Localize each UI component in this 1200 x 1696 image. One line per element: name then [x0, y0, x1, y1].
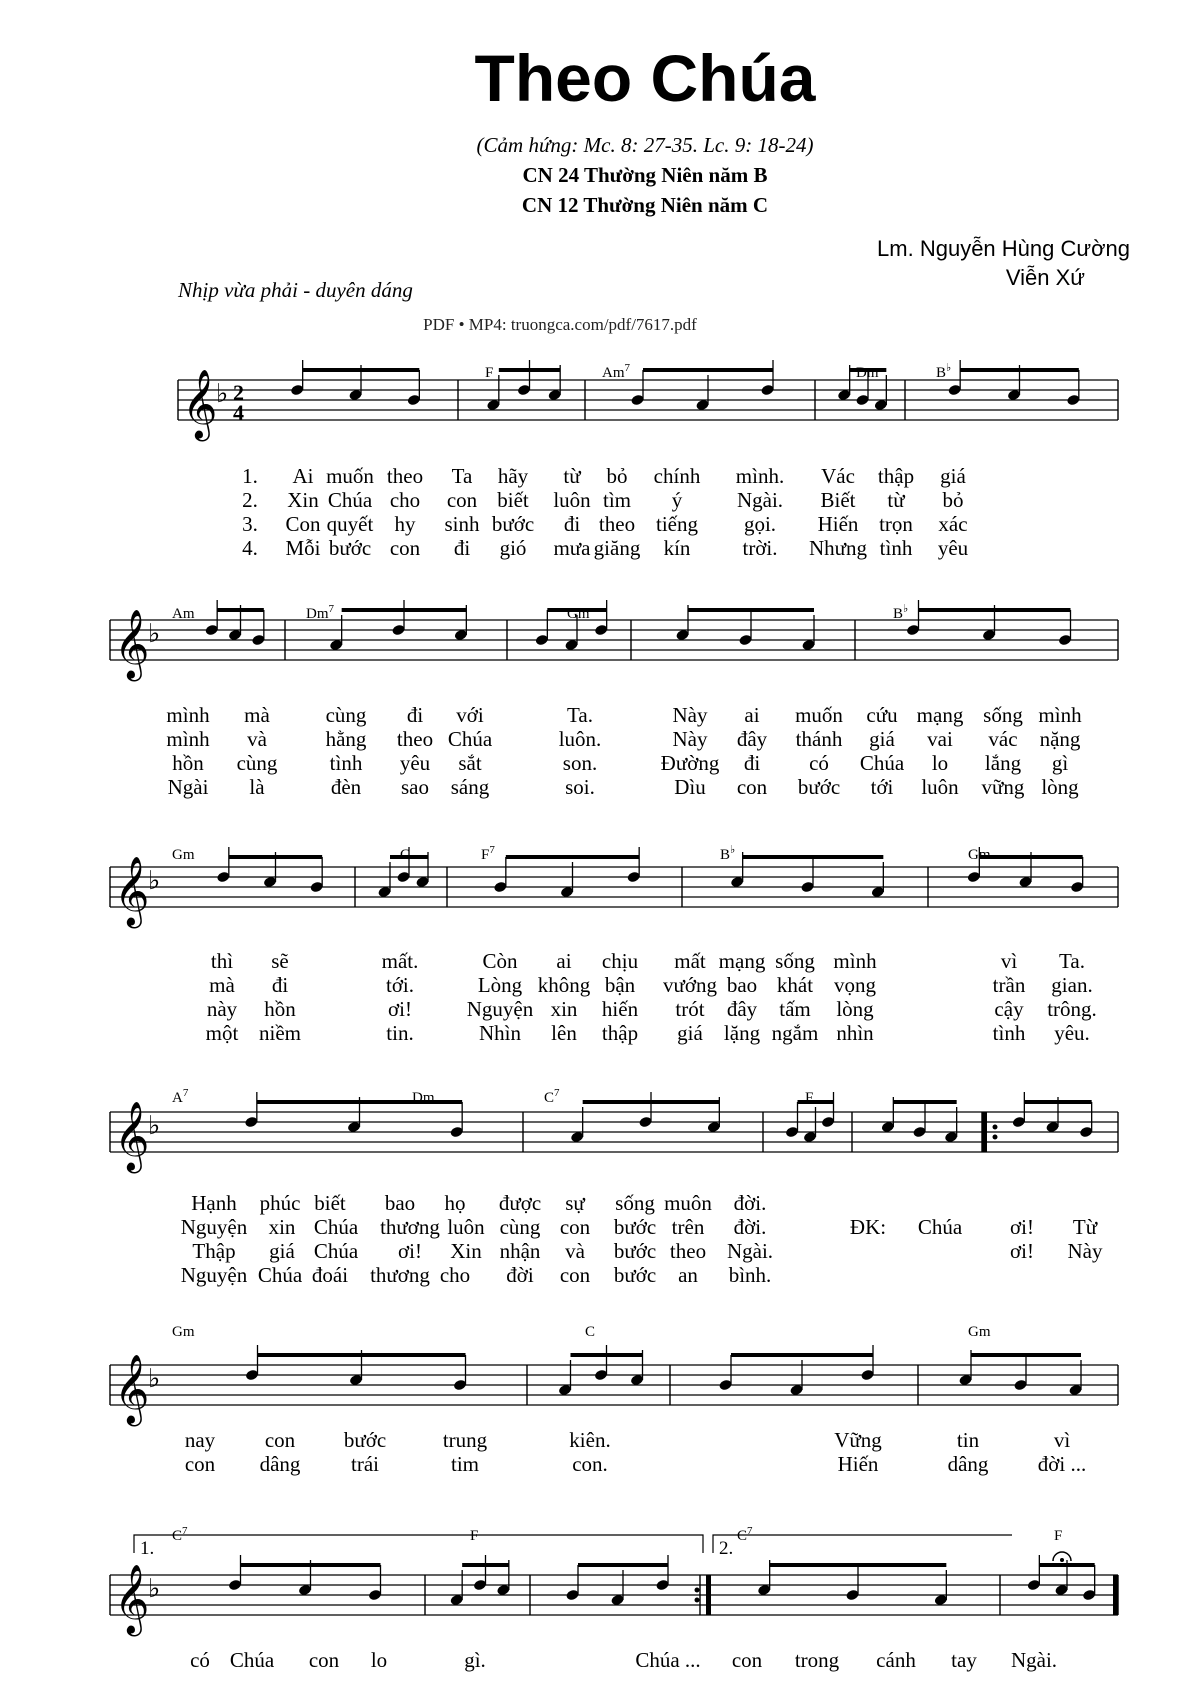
lyric-syllable: tay [951, 1648, 977, 1672]
lyric-syllable: niềm [259, 1021, 301, 1045]
volta-2-bracket [713, 1535, 1012, 1553]
lyric-syllable: sống [775, 949, 815, 973]
lyric-syllable: mình [1038, 703, 1082, 727]
lyric-syllable: hãy [497, 464, 529, 488]
lyric-syllable: bỏ [606, 464, 628, 488]
lyric-syllable: bước [328, 536, 372, 560]
final-barline [1113, 1575, 1118, 1615]
lyric-syllable: tiếng [656, 512, 698, 536]
lyric-syllable: tin. [386, 1021, 414, 1045]
lyric-syllable: đoái [311, 1263, 349, 1287]
chord-symbol: $A^7$ [172, 1087, 189, 1106]
repeat-dot [695, 1598, 700, 1603]
lyric-syllable: sống [983, 703, 1023, 727]
lyric-syllable: thánh [795, 727, 843, 751]
composer: Lm. Nguyễn Hùng Cường [877, 236, 1130, 261]
lyric-syllable: nay [184, 1428, 216, 1452]
time-signature-top: 2 [233, 380, 244, 405]
key-signature-flat: ♭ [148, 1111, 161, 1140]
lyric-syllable: tới. [385, 973, 415, 997]
lyric-syllable: ý [671, 488, 683, 512]
lyric-syllable: kiên. [569, 1428, 611, 1452]
lyric-syllable: Ta. [1059, 949, 1085, 973]
staff-system [110, 1345, 1118, 1426]
lyric-syllable: yêu [937, 536, 969, 560]
lyric-syllable: lắng [984, 751, 1022, 775]
lyric-syllable: cho [439, 1263, 471, 1287]
lyric-syllable: an [678, 1263, 698, 1287]
lyric-syllable: thập [601, 1021, 639, 1045]
staff-system [110, 1535, 1118, 1636]
lyric-syllable: vướng [663, 973, 717, 997]
chord-symbol: Gm [968, 1324, 991, 1340]
lyric-syllable: mất. [381, 949, 419, 973]
lyric-syllable: 3. [242, 512, 258, 536]
lyric-syllable: ngắm [771, 1021, 819, 1045]
lyric-syllable: trên [671, 1215, 705, 1239]
lyric-syllable: yêu. [1054, 1021, 1090, 1045]
lyric-syllable: bước [491, 512, 535, 536]
chord-symbol: $C^7$ [737, 1525, 753, 1544]
lyric-syllable: hồn [264, 997, 296, 1021]
chord-symbol: Gm [567, 606, 590, 622]
lyric-syllable: sinh [444, 512, 480, 536]
lyric-syllable: trót [675, 997, 705, 1021]
lyric-syllable: soi. [565, 775, 595, 799]
lyric-syllable: tình [992, 1021, 1026, 1045]
lyric-syllable: mưa [553, 536, 591, 560]
lyric-syllable: thì [210, 949, 234, 973]
lyric-syllable: con [264, 1428, 296, 1452]
lyric-syllable: ơi! [1010, 1215, 1034, 1239]
repeat-end-barline [706, 1575, 711, 1615]
lyric-syllable: mà [244, 703, 270, 727]
lyric-syllable: hy [394, 512, 416, 536]
lyric-syllable: cho [389, 488, 421, 512]
repeat-start-barline [982, 1112, 987, 1152]
lyric-syllable: vọng [834, 973, 876, 997]
lyric-syllable: sao [401, 775, 429, 799]
lyric-syllable: thương [370, 1263, 430, 1287]
key-signature-flat: ♭ [148, 619, 161, 648]
lyric-syllable: gian. [1051, 973, 1093, 997]
lyric-syllable: con [559, 1215, 591, 1239]
lyric-syllable: Nguyện [180, 1215, 248, 1239]
lyric-syllable: con. [572, 1452, 608, 1476]
lyric-syllable: vác [988, 727, 1018, 751]
lyric-syllable: thương [380, 1215, 440, 1239]
occasion-year-c: CN 12 Thường Niên năm C [521, 193, 769, 217]
lyric-syllable: luôn [921, 775, 959, 799]
lyric-syllable: Này [672, 703, 708, 727]
lyric-syllable: gió [499, 536, 527, 560]
lyric-syllable: trần [992, 973, 1026, 997]
lyric-syllable: 1. [242, 464, 258, 488]
lyric-syllable: bước [343, 1428, 387, 1452]
lyric-syllable: có [190, 1648, 210, 1672]
lyric-syllable: phúc [259, 1191, 301, 1215]
lyric-syllable: Ngài. [736, 488, 784, 512]
song-title: Theo Chúa [474, 41, 816, 115]
lyric-syllable: Chúa [257, 1263, 303, 1287]
key-signature-flat: ♭ [216, 379, 229, 408]
lyric-syllable: Ta. [567, 703, 593, 727]
chord-symbol: F [485, 365, 494, 381]
lyric-syllable: cùng [236, 751, 278, 775]
lyric-syllable: cậy [994, 997, 1024, 1021]
lyric-syllable: Vững [834, 1428, 882, 1452]
lyric-syllable: con [184, 1452, 216, 1476]
lyric-syllable: xác [938, 512, 968, 536]
lyric-syllable: cánh [876, 1648, 916, 1672]
lyric-syllable: kín [663, 536, 691, 560]
lyric-syllable: tình [329, 751, 363, 775]
lyric-syllable: Vác [821, 464, 855, 488]
lyric-syllable: chính [653, 464, 701, 488]
lyric-syllable: giá [869, 727, 895, 751]
lyric-syllable: Còn [482, 949, 518, 973]
lyric-syllable: Con [285, 512, 321, 536]
lyric-syllable: trời. [742, 536, 778, 560]
lyric-syllable: bao [726, 973, 758, 997]
lyric-syllable: mạng [718, 949, 766, 973]
lyric-syllable: con [736, 775, 768, 799]
lyric-syllable: dâng [259, 1452, 301, 1476]
lyric-syllable: mình [166, 727, 210, 751]
lyric-syllable: gì [1051, 751, 1069, 775]
lyric-syllable: quyết [326, 512, 374, 536]
lyric-syllable: Này [672, 727, 708, 751]
lyric-syllable: khát [776, 973, 814, 997]
lyric-syllable: Ta [451, 464, 473, 488]
lyric-syllable: chịu [601, 949, 639, 973]
lyric-syllable: một [205, 1021, 239, 1045]
staff-system [110, 1092, 1118, 1173]
lyric-syllable: 4. [242, 536, 258, 560]
chord-symbol: $F^7$ [481, 844, 495, 863]
volta-2-label: 2. [719, 1538, 734, 1559]
inspiration-reference: (Cảm hứng: Mc. 8: 27-35. Lc. 9: 18-24) [476, 133, 814, 157]
volta-1-bracket [134, 1535, 703, 1553]
lyric-syllable: sống [615, 1191, 655, 1215]
lyric-syllable: có [809, 751, 829, 775]
lyric-syllable: trong [794, 1648, 840, 1672]
lyric-syllable: theo [396, 727, 434, 751]
lyric-syllable: vững [981, 775, 1025, 799]
lyric-syllable: ĐK: [849, 1215, 887, 1239]
treble-clef: 𝄞 [182, 371, 218, 437]
lyric-syllable: hồn [172, 751, 204, 775]
lyric-syllable: mất [674, 949, 706, 973]
repeat-dot [695, 1588, 700, 1593]
treble-clef: 𝄞 [114, 1356, 150, 1422]
lyric-syllable: cùng [499, 1215, 541, 1239]
lyric-syllable: vì [1053, 1428, 1071, 1452]
lyric-syllable: ai [744, 703, 760, 727]
repeat-dot [993, 1125, 998, 1130]
lyric-syllable: vì [1000, 949, 1018, 973]
lyric-syllable: Nguyện [180, 1263, 248, 1287]
lyric-syllable: giá [940, 464, 966, 488]
lyric-syllable: muốn [326, 464, 374, 488]
lyric-syllable: bận [604, 973, 636, 997]
lyric-syllable: xin [268, 1215, 296, 1239]
lyric-syllable: Nguyện [466, 997, 534, 1021]
lyric-syllable: từ [563, 464, 581, 488]
key-signature-flat: ♭ [148, 1574, 161, 1603]
chord-symbol: Am$^7$ [602, 362, 630, 381]
treble-clef: 𝄞 [114, 1566, 150, 1632]
lyric-syllable: tìm [602, 488, 632, 512]
lyric-syllable: giá [269, 1239, 295, 1263]
lyric-syllable: dâng [947, 1452, 989, 1476]
lyric-syllable: Ai [292, 464, 314, 488]
lyric-syllable: Chúa [327, 488, 373, 512]
chord-symbol: $C^7$ [172, 1525, 188, 1544]
lyric-syllable: đi [743, 751, 761, 775]
lyric-syllable: đi [406, 703, 424, 727]
lyric-syllable: Nhìn [479, 1021, 521, 1045]
treble-clef: 𝄞 [114, 858, 150, 924]
lyric-syllable: Chúa [859, 751, 905, 775]
lyric-syllable: nhận [499, 1239, 541, 1263]
lyric-syllable: Lòng [477, 973, 523, 997]
lyric-syllable: Xin [450, 1239, 482, 1263]
lyric-syllable: đời [506, 1263, 534, 1287]
lyric-syllable: thập [877, 464, 915, 488]
lyric-syllable: Chúa [313, 1215, 359, 1239]
lyric-syllable: đời. [733, 1215, 767, 1239]
repeat-dot [993, 1135, 998, 1140]
lyric-syllable: con [446, 488, 478, 512]
chord-symbol: F [805, 1090, 814, 1106]
lyric-syllable: lòng [1041, 775, 1079, 799]
lyric-syllable: được [498, 1191, 542, 1215]
lyric-syllable: cùng [325, 703, 367, 727]
lyric-syllable: hằng [325, 727, 367, 751]
lyric-syllable: và [247, 727, 267, 751]
lyric-syllable: trông. [1047, 997, 1097, 1021]
staff-system [110, 847, 1118, 928]
lyric-syllable: hiến [601, 997, 639, 1021]
lyric-syllable: mạng [916, 703, 964, 727]
time-signature-bottom: 4 [233, 400, 244, 425]
lyric-syllable: Chúa [229, 1648, 275, 1672]
lyric-syllable: Chúa ... [635, 1648, 701, 1672]
chord-symbol: Gm [172, 1324, 195, 1340]
lyric-syllable: lòng [836, 997, 874, 1021]
lyric-syllable: Hiến [837, 1452, 879, 1476]
lyric-syllable: Nhưng [808, 536, 868, 560]
chord-symbol: Gm [172, 847, 195, 863]
lyric-syllable: bước [613, 1239, 657, 1263]
chord-symbol: Dm [856, 365, 879, 381]
lyric-syllable: bước [797, 775, 841, 799]
lyric-syllable: Biết [820, 488, 856, 512]
lyric-syllable: yêu [399, 751, 431, 775]
lyric-syllable: luôn. [558, 727, 602, 751]
chord-symbol: Dm [412, 1090, 435, 1106]
lyric-syllable: tới [870, 775, 894, 799]
lyric-syllable: từ [887, 488, 905, 512]
lyric-syllable: lo [370, 1648, 388, 1672]
lyric-syllable: cứu [866, 703, 898, 727]
chord-symbol: F [470, 1528, 479, 1544]
lyric-syllable: sự [565, 1191, 585, 1215]
lyric-syllable: theo [598, 512, 636, 536]
lyric-syllable: ơi! [1010, 1239, 1034, 1263]
lyric-syllable: này [206, 997, 238, 1021]
lyric-syllable: biết [314, 1191, 346, 1215]
lyric-syllable: không [537, 973, 591, 997]
lyric-syllable: mình. [735, 464, 785, 488]
lyric-syllable: Chúa [447, 727, 493, 751]
lyric-syllable: Ngài [167, 775, 209, 799]
staff-system [178, 360, 1118, 441]
key-signature-flat: ♭ [148, 1364, 161, 1393]
lyric-syllable: nhìn [836, 1021, 874, 1045]
lyric-syllable: trung [442, 1428, 488, 1452]
lyric-syllable: Từ [1072, 1215, 1098, 1239]
lyric-syllable: tin [956, 1428, 980, 1452]
lyric-syllable: bỏ [942, 488, 964, 512]
lyric-syllable: và [565, 1239, 585, 1263]
lyric-syllable: đây [726, 997, 758, 1021]
lyric-syllable: theo [669, 1239, 707, 1263]
lyric-syllable: đi [271, 973, 289, 997]
lyric-syllable: vai [927, 727, 953, 751]
lyric-syllable: Xin [287, 488, 319, 512]
staff-system [110, 600, 1118, 681]
chord-symbol: B♭ [720, 844, 736, 863]
chord-symbol: Dm$^7$ [306, 603, 334, 622]
lyric-syllable: xin [550, 997, 578, 1021]
key-signature-flat: ♭ [148, 866, 161, 895]
lyric-syllable: Đường [660, 751, 720, 775]
lyric-syllable: Hạnh [191, 1191, 237, 1215]
lyric-syllable: tấm [779, 997, 811, 1021]
lyric-syllable: bước [613, 1215, 657, 1239]
lyric-syllable: luôn [553, 488, 591, 512]
volta-1-label: 1. [140, 1538, 155, 1559]
arranger: Viễn Xứ [1005, 265, 1085, 290]
lyric-syllable: con [559, 1263, 591, 1287]
lyric-syllable: tình [879, 536, 913, 560]
lyric-syllable: mình [166, 703, 210, 727]
lyric-syllable: đời. [733, 1191, 767, 1215]
lyric-syllable: ơi! [398, 1239, 422, 1263]
lyric-syllable: sáng [450, 775, 490, 799]
lyric-syllable: giá [677, 1021, 703, 1045]
lyric-syllable: con [308, 1648, 340, 1672]
lyric-syllable: theo [386, 464, 424, 488]
lyric-syllable: Này [1067, 1239, 1103, 1263]
lyric-syllable: trọn [879, 512, 913, 536]
lyric-syllable: biết [497, 488, 529, 512]
treble-clef: 𝄞 [114, 611, 150, 677]
lyric-syllable: con [389, 536, 421, 560]
lyric-syllable: Hiến [817, 512, 859, 536]
lyric-syllable: gì. [464, 1648, 486, 1672]
lyric-syllable: luôn [447, 1215, 485, 1239]
chord-symbol: $C^7$ [544, 1087, 560, 1106]
lyric-syllable: Chúa [313, 1239, 359, 1263]
lyric-syllable: tim [450, 1452, 480, 1476]
source-link[interactable]: PDF • MP4: truongca.com/pdf/7617.pdf [423, 315, 697, 334]
lyric-syllable: đi [453, 536, 471, 560]
lyric-syllable: lên [551, 1021, 577, 1045]
lyric-syllable: họ [444, 1191, 466, 1215]
lyric-syllable: Chúa [917, 1215, 963, 1239]
fermata-dot [1060, 1558, 1064, 1562]
lyric-syllable: son. [562, 751, 598, 775]
chord-symbol: B♭ [936, 362, 952, 381]
lyric-syllable: muốn [795, 703, 843, 727]
lyric-syllable: sẽ [271, 949, 289, 973]
chord-symbol: B♭ [893, 603, 909, 622]
chord-symbol: C [585, 1324, 596, 1340]
lyric-syllable: bao [384, 1191, 416, 1215]
lyric-syllable: ai [556, 949, 572, 973]
lyric-syllable: Dìu [674, 775, 706, 799]
lyric-syllable: đèn [330, 775, 362, 799]
occasion-year-b: CN 24 Thường Niên năm B [522, 163, 768, 187]
chord-symbol: Gm [968, 847, 991, 863]
lyric-syllable: với [456, 703, 484, 727]
lyric-syllable: lặng [723, 1021, 761, 1045]
treble-clef: 𝄞 [114, 1103, 150, 1169]
lyric-syllable: gọi. [743, 512, 777, 536]
lyric-syllable: bình. [728, 1263, 772, 1287]
lyric-syllable: bước [613, 1263, 657, 1287]
lyric-syllable: Ngài. [726, 1239, 774, 1263]
lyric-syllable: Ngài. [1010, 1648, 1058, 1672]
lyric-syllable: lo [931, 751, 949, 775]
lyric-syllable: là [249, 775, 265, 799]
lyric-syllable: muôn [664, 1191, 712, 1215]
lyric-syllable: đi [563, 512, 581, 536]
chord-symbol: Am [172, 606, 195, 622]
chord-symbol: C [400, 847, 411, 863]
lyric-syllable: ơi! [388, 997, 412, 1021]
tempo-marking: Nhịp vừa phải - duyên dáng [178, 278, 413, 302]
lyric-syllable: 2. [242, 488, 258, 512]
lyric-syllable: Mỗi [285, 536, 321, 560]
lyric-syllable: sắt [458, 751, 482, 775]
lyric-syllable: Thập [192, 1239, 236, 1263]
lyric-syllable: con [731, 1648, 763, 1672]
chord-symbol: F [1054, 1528, 1063, 1544]
lyric-syllable: mà [209, 973, 235, 997]
lyric-syllable: giăng [593, 536, 641, 560]
lyric-syllable: đời ... [1037, 1452, 1087, 1476]
lyric-syllable: nặng [1039, 727, 1081, 751]
lyric-syllable: đây [736, 727, 768, 751]
lyric-syllable: trái [351, 1452, 379, 1476]
lyric-syllable: mình [833, 949, 877, 973]
